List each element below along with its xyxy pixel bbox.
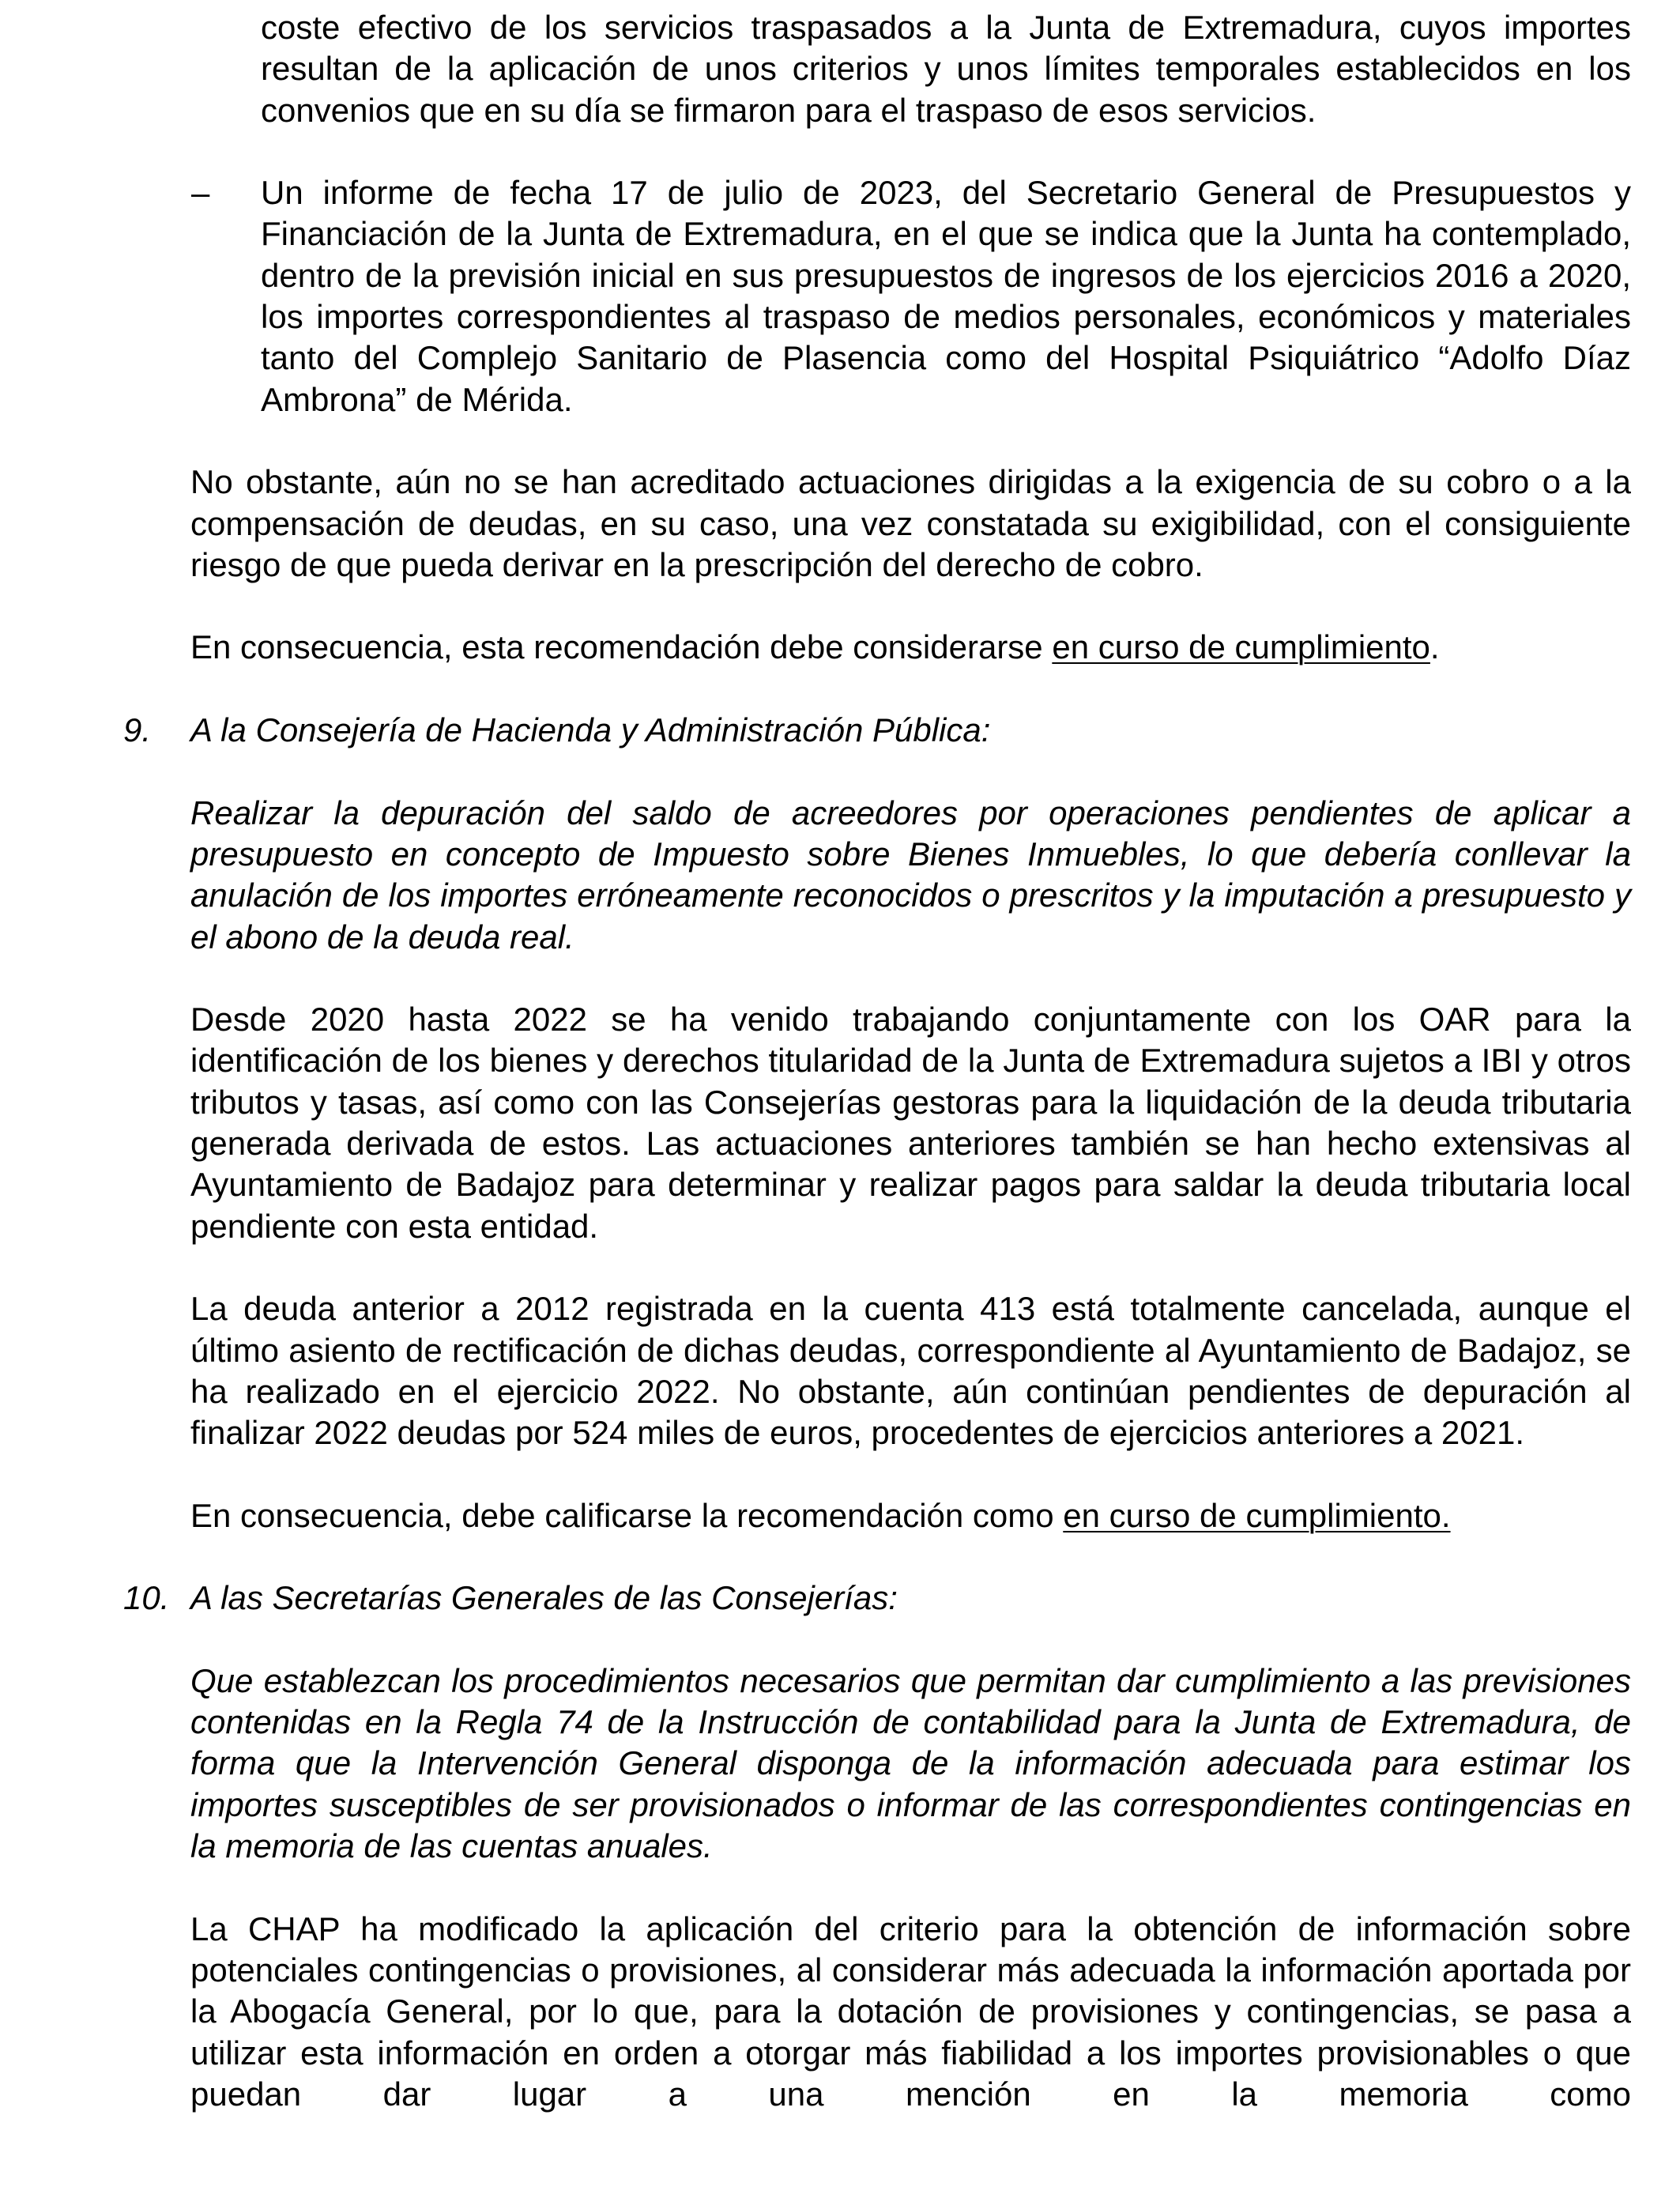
conclusion-text: En consecuencia, esta recomendación debe considerarse [190, 628, 1053, 666]
bullet-text: Un informe de fecha 17 de julio de 2023, del Secretario General de Presupuestos y Financiación de la Junta de Extremadura, en el que se indica que la Junta ha contemplado, dentro de la previsión inicial en sus presupuestos de ingresos de los ejercicios 2016 a 2020, los importes correspondientes al traspaso de medios personales, económicos y materiales tanto del Complejo Sanitario de Plasencia como del Hospital Psiquiátrico “Adolfo Díaz Ambrona” de Mérida. [261, 174, 1631, 418]
recommendation-10-text: Que establezcan los procedimientos necesarios que permitan dar cumplimiento a las previsiones contenidas en la Regla 74 de la Instrucción de contabilidad para la Junta de Extremadura, de forma que la Intervención General disponga de la información adecuada para estimar los importes susceptibles de ser provisionados o informar de las correspondientes contingencias en la memoria de las cuentas anuales. [190, 1661, 1631, 1865]
bullet-item-informe [191, 172, 1631, 420]
recommendation-addressee: A la Consejería de Hacienda y Administración Pública: [190, 711, 991, 749]
recommendation-addressee: A las Secretarías Generales de las Consejerías: [190, 1579, 898, 1617]
document-page [0, 7, 1680, 2156]
paragraph-desde-2020: Desde 2020 hasta 2022 se ha venido trabajando conjuntamente con los OAR para la identificación de los bienes y derechos titularidad de la Junta de Extremadura sujetos a IBI y otros tributos y tasas, así como con las Consejerías gestoras para la liquidación de la deuda tributaria generada derivada de estos. Las actuaciones anteriores también se han hecho extensivas al Ayuntamiento de Badajoz para determinar y realizar pagos para saldar la deuda tributaria local pendiente con esta entidad. [190, 1001, 1631, 1245]
paragraph-conclusion-9 [190, 1495, 1631, 1536]
recommendation-9-text: Realizar la depuración del saldo de acreedores por operaciones pendientes de aplicar a presupuesto en concepto de Impuesto sobre Bienes Inmuebles, lo que debería conllevar la anulación de los importes erróneamente reconocidos o prescritos y la imputación a presupuesto y el abono de la deuda real. [190, 794, 1631, 956]
paragraph-deuda-anterior: La deuda anterior a 2012 registrada en la cuenta 413 está totalmente cancelada, aunque el último asiento de rectificación de dichas deudas, correspondiente al Ayuntamiento de Badajoz, se ha realizado en el ejercicio 2022. No obstante, aún continúan pendientes de depuración al finalizar 2022 deudas por 524 miles de euros, procedentes de ejercicios anteriores a 2021. [190, 1290, 1631, 1452]
recommendation-number: 9. [123, 711, 152, 749]
recommendation-number: 10. [123, 1579, 170, 1617]
paragraph-coste-efectivo: coste efectivo de los servicios traspasados a la Junta de Extremadura, cuyos importes resultan de la aplicación de unos criterios y unos límites temporales establecidos en los convenios que en su día se firmaron para el traspaso de esos servicios. [261, 9, 1631, 129]
recommendation-9-heading [123, 710, 1631, 751]
paragraph-no-obstante: No obstante, aún no se han acreditado actuaciones dirigidas a la exigencia de su cobro o a la compensación de deudas, en su caso, una vez constatada su exigibilidad, con el consiguiente riesgo de que pueda derivar en la prescripción del derecho de cobro. [190, 463, 1631, 583]
status-in-progress: en curso de cumplimiento [1052, 628, 1430, 666]
conclusion-text: En consecuencia, debe calificarse la recomendación como [190, 1496, 1064, 1534]
paragraph-la-chap: La CHAP ha modificado la aplicación del criterio para la obtención de información sobre potenciales contingencias o provisiones, al considerar más adecuada la información aportada por la Abogacía General, por lo que, para la dotación de provisiones y contingencias, se pasa a utilizar esta información en orden a otorgar más fiabilidad a los importes provisionables o que puedan dar lugar a una mención en la memoria como [190, 1909, 1631, 2113]
status-in-progress: en curso de cumplimiento. [1063, 1496, 1451, 1534]
dash-bullet-icon: – [191, 174, 210, 212]
paragraph-conclusion-8 [190, 627, 1631, 668]
conclusion-period: . [1430, 628, 1440, 666]
recommendation-10-heading [123, 1578, 1631, 1619]
